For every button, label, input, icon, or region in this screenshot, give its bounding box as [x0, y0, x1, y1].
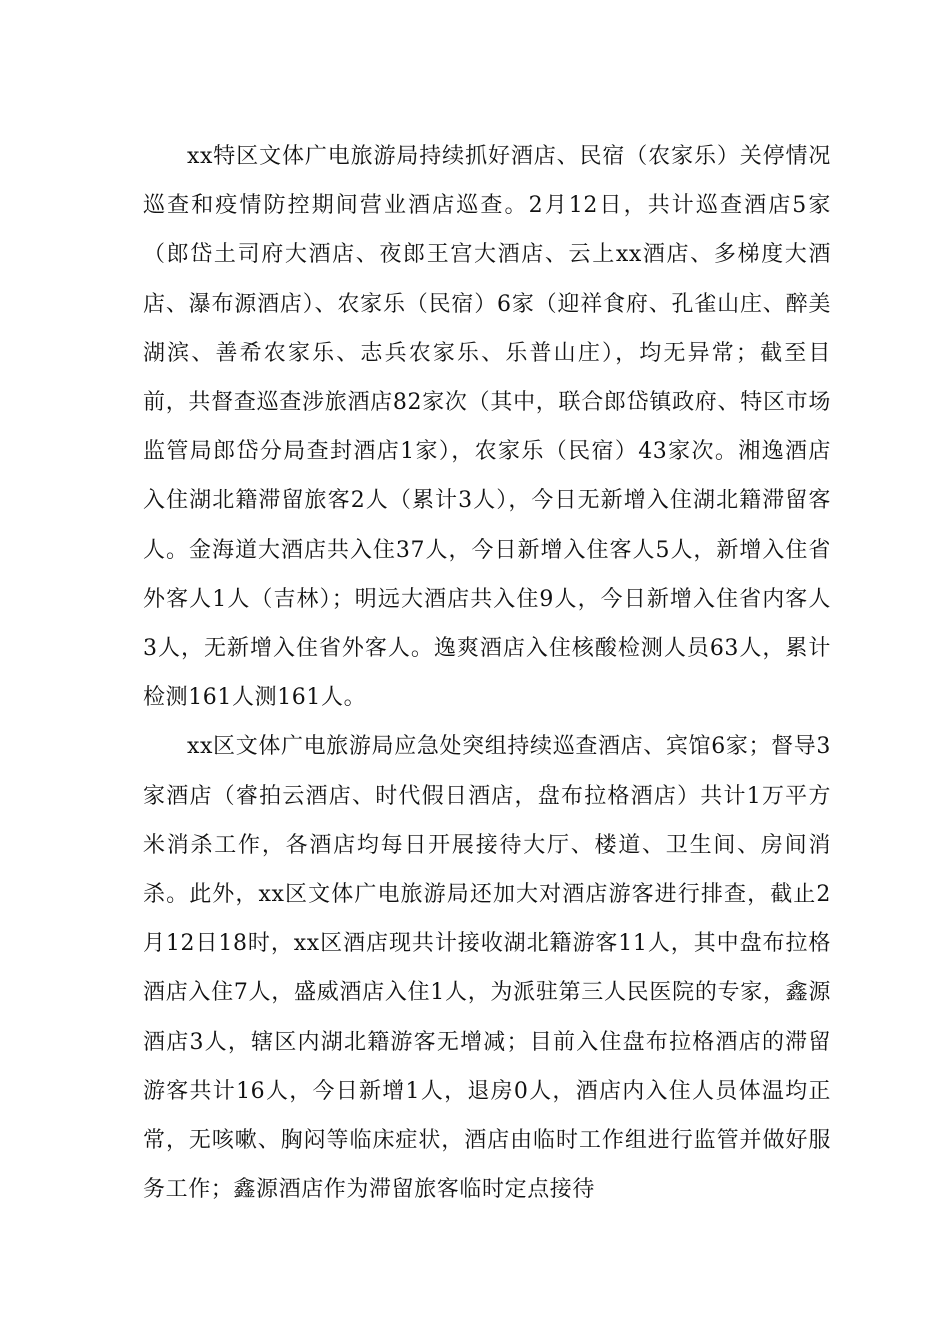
paragraph-1: xx特区文体广电旅游局持续抓好酒店、民宿（农家乐）关停情况巡查和疫情防控期间营业酒店巡查。2月12日，共计巡查酒店5家（郎岱土司府大酒店、夜郎王宫大酒店、云上xx酒店、多梯度大酒店、瀑布源酒店）、农家乐（民宿）6家（迎祥食府、孔雀山庄、醉美湖滨、善希农家乐、志兵农家乐、乐普山庄），均无异常；截至目前，共督查巡查涉旅酒店82家次（其中，联合郎岱镇政府、特区市场监管局郎岱分局查封酒店1家），农家乐（民宿）43家次。湘逸酒店入住湖北籍滞留旅客2人（累计3人），今日无新增入住湖北籍滞留客人。金海道大酒店共入住37人，今日新增入住客人5人，新增入住省外客人1人（吉林）；明远大酒店共入住9人，今日新增入住省内客人3人，无新增入住省外客人。逸爽酒店入住核酸检测人员63人，累计检测161人测161人。: [143, 144, 831, 711]
paragraph-2: xx区文体广电旅游局应急处突组持续巡查酒店、宾馆6家；督导3家酒店（睿拍云酒店、时代假日酒店，盘布拉格酒店）共计1万平方米消杀工作，各酒店均每日开展接待大厅、楼道、卫生间、房间消杀。此外，xx区文体广电旅游局还加大对酒店游客进行排查，截止2月12日18时，xx区酒店现共计接收湖北籍游客11人，其中盘布拉格酒店入住7人，盛威酒店入住1人，为派驻第三人民医院的专家，鑫源酒店3人，辖区内湖北籍游客无增减；目前入住盘布拉格酒店的滞留游客共计16人，今日新增1人，退房0人，酒店内入住人员体温均正常，无咳嗽、胸闷等临床症状，酒店由临时工作组进行监管并做好服务工作；鑫源酒店作为滞留旅客临时定点接待: [143, 734, 831, 1203]
document-body: [143, 132, 831, 1214]
